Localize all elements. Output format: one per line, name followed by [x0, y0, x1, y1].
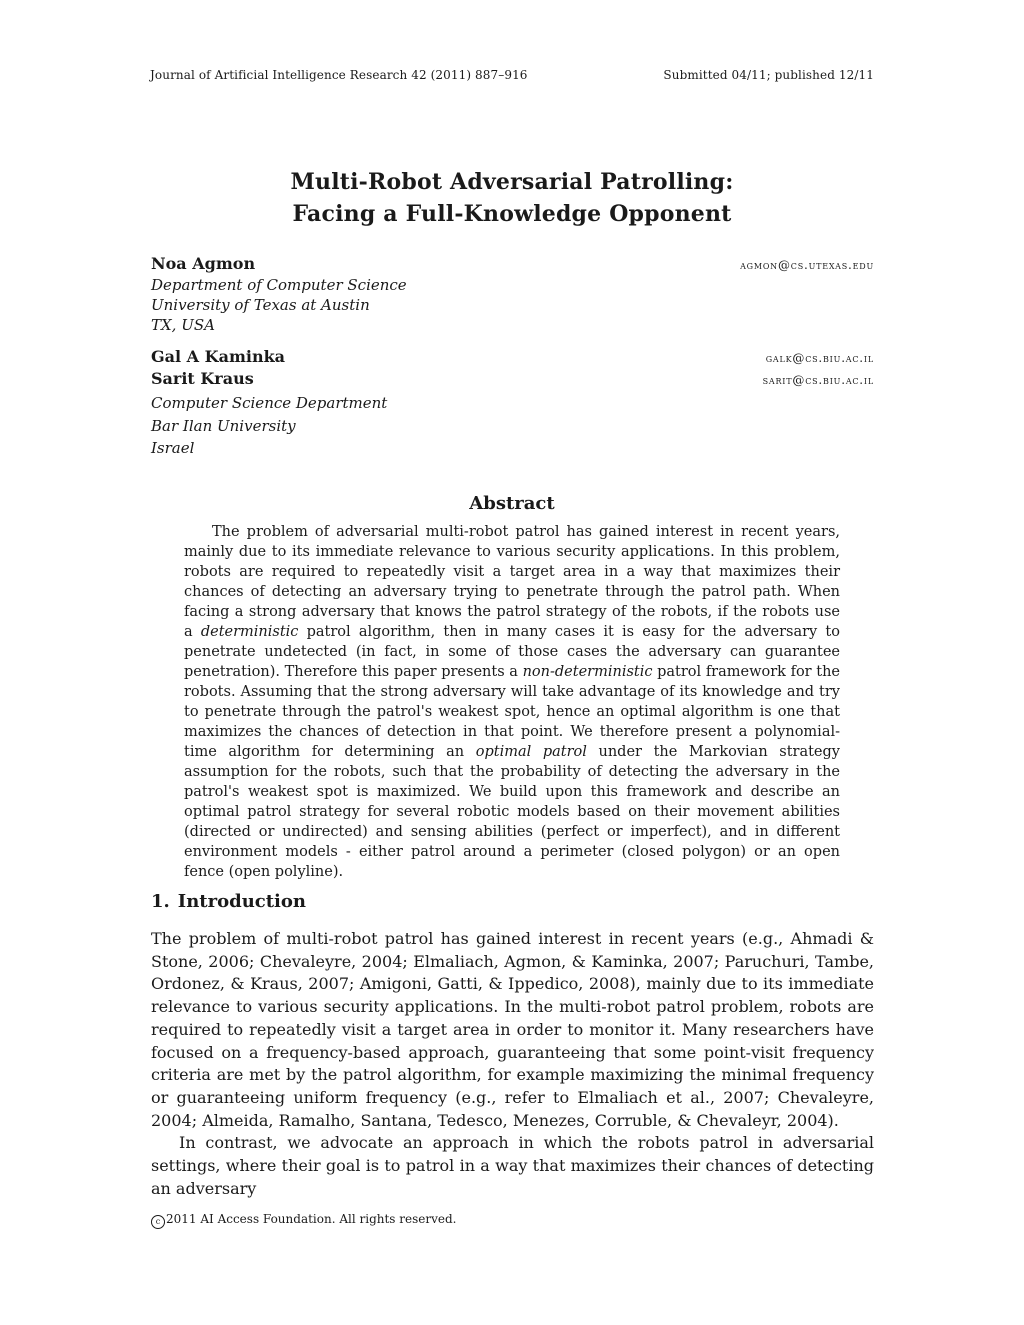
- affiliation-line: TX, USA: [151, 316, 215, 334]
- author-email: sarit@cs.biu.ac.il: [762, 373, 874, 387]
- section-heading-introduction: [151, 891, 306, 912]
- submission-dates: Submitted 04/11; published 12/11: [663, 68, 874, 82]
- affiliation-line: Department of Computer Science: [151, 276, 407, 294]
- title-line-1: Multi-Robot Adversarial Patrolling:: [290, 169, 734, 195]
- paragraph: The problem of multi-robot patrol has gained interest in recent years (e.g., Ahmadi & Stone, 2006; Chevaleyre, 2004; Elmaliach, Agmon, & Kaminka, 2007; Paruchuri, Tambe, Ordonez, & Kraus, 2007; Amigoni, Gatti, & Ippedico, 2008), mainly due to its immediate relevance to various security applications. In the multi-robot patrol problem, robots are required to repeatedly visit a target area in order to monitor it. Many researchers have focused on a frequency-based approach, guaranteeing that some point-visit frequency criteria are met by the patrol algorithm, for example maximizing the minimal frequency or guaranteeing uniform frequency (e.g., refer to Elmaliach et al., 2007; Chevaleyre, 2004; Almeida, Ramalho, Santana, Tedesco, Menezes, Corruble, & Chevaleyr, 2004).: [151, 929, 874, 1130]
- author-name: Gal A Kaminka: [151, 347, 286, 366]
- author-row-kaminka: [151, 347, 874, 366]
- author-row-kraus: [151, 369, 874, 388]
- abstract-part: patrol algorithm, then in many cases it is easy for the adversary to penetrate undetected (in fact, in some of those cases the adversary can guarantee penetration). Therefore this paper presents a: [184, 624, 840, 680]
- affiliation-line: Israel: [151, 439, 195, 457]
- section-title: Introduction: [177, 891, 306, 912]
- running-header: [150, 68, 874, 82]
- section-number: 1.: [151, 891, 170, 912]
- introduction-text: [151, 928, 874, 1200]
- paragraph: In contrast, we advocate an approach in which the robots patrol in adversarial settings, where their goal is to patrol in a way that maximizes their chances of detecting an adversary: [151, 1133, 874, 1198]
- copyright-icon: c: [151, 1215, 165, 1229]
- author-name: Sarit Kraus: [151, 369, 254, 388]
- emphasis-optimal-patrol: optimal patrol: [475, 744, 587, 760]
- abstract-part: under the Markovian strategy assumption for the robots, such that the probability of detecting the adversary in the patrol's weakest spot is maximized. We build upon this framework and describe an optimal patrol strategy for several robotic models based on their movement abilities (directed or undirected) and sensing abilities (perfect or imperfect), and in different environment models - either patrol around a perimeter (closed polygon) or an open fence (open polyline).: [184, 744, 840, 880]
- affiliation-line: Bar Ilan University: [151, 417, 296, 435]
- affiliation-line: Computer Science Department: [151, 394, 388, 412]
- copyright-footer: [151, 1212, 457, 1229]
- journal-citation: Journal of Artificial Intelligence Research 42 (2011) 887–916: [150, 68, 528, 82]
- abstract-part: patrol framework for the robots. Assuming that the strong adversary will take advantage of its knowledge and try to penetrate through the patrol's weakest spot, hence an optimal algorithm is one that maximizes the chances of detection in that point. We therefore present a polynomial-time algorithm for determining an: [184, 664, 840, 760]
- affiliation-line: University of Texas at Austin: [151, 296, 370, 314]
- emphasis-deterministic: deterministic: [200, 624, 299, 640]
- author-name: Noa Agmon: [151, 254, 256, 273]
- abstract-text: [184, 522, 840, 882]
- title-line-2: Facing a Full-Knowledge Opponent: [292, 201, 732, 227]
- author-email: galk@cs.biu.ac.il: [765, 351, 874, 365]
- author-row-agmon: [151, 254, 874, 273]
- copyright-text: 2011 AI Access Foundation. All rights reserved.: [166, 1212, 457, 1226]
- abstract-heading: Abstract: [469, 493, 555, 514]
- paper-title: [0, 166, 1024, 230]
- abstract-part: The problem of adversarial multi-robot patrol has gained interest in recent years, mainly due to its immediate relevance to various security applications. In this problem, robots are required to repeatedly visit a target area in a way that maximizes their chances of detecting an adversary trying to penetrate through the patrol path. When facing a strong adversary that knows the patrol strategy of the robots, if the robots use a: [184, 524, 840, 640]
- author-email: agmon@cs.utexas.edu: [740, 258, 874, 272]
- emphasis-non-deterministic: non-deterministic: [522, 664, 653, 680]
